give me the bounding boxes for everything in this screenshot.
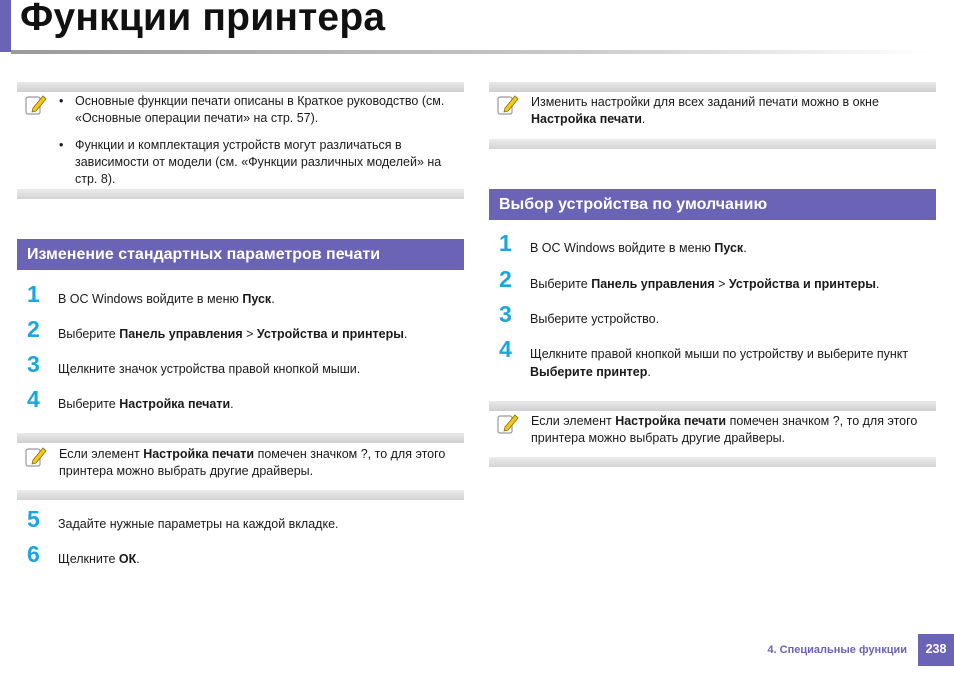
bullet-marker: • bbox=[59, 138, 64, 152]
step-text bbox=[58, 360, 463, 378]
text-run-bold: Устройства и принтеры bbox=[728, 277, 876, 291]
step-text bbox=[530, 345, 935, 381]
step-text bbox=[58, 395, 463, 413]
step-number: 3 bbox=[499, 301, 512, 327]
page-title: Функции принтера bbox=[20, 0, 386, 39]
pencil-note-icon bbox=[25, 94, 47, 116]
note-bottom-bar bbox=[17, 189, 464, 199]
page-number-badge: 238 bbox=[918, 634, 954, 666]
note-box-driver-left bbox=[17, 433, 464, 500]
step-number: 4 bbox=[27, 386, 40, 412]
text-run: Краткое руководство bbox=[297, 94, 419, 108]
text-run: (см. «Основные операции печати» на стр. 57). bbox=[75, 94, 445, 125]
step-number: 2 bbox=[27, 316, 40, 342]
note-bottom-bar bbox=[489, 139, 936, 149]
pencil-note-icon bbox=[25, 446, 47, 468]
text-run-bold: Пуск bbox=[242, 292, 272, 306]
text-run: Изменить настройки для всех заданий печати можно в окне bbox=[531, 95, 879, 109]
text-run: Задайте нужные параметры на каждой вкладке. bbox=[58, 517, 339, 531]
text-run: . bbox=[743, 241, 747, 255]
title-divider bbox=[11, 50, 931, 54]
text-run-bold: Настройка печати bbox=[531, 112, 642, 126]
step-text bbox=[530, 310, 935, 328]
text-run: > bbox=[242, 327, 257, 341]
note-text bbox=[531, 94, 931, 128]
step-text bbox=[58, 550, 463, 568]
step-text bbox=[58, 515, 463, 533]
step-number: 3 bbox=[27, 351, 40, 377]
text-run: Функции и комплектация устройств могут различаться в зависимости от модели (см. «Функции различных моделей» на стр. 8). bbox=[75, 138, 442, 186]
step-text bbox=[58, 325, 463, 343]
text-run: Щелкните bbox=[58, 552, 119, 566]
note-text bbox=[531, 413, 935, 447]
step-number: 6 bbox=[27, 541, 40, 567]
step-number: 4 bbox=[499, 336, 512, 362]
text-run: Щелкните правой кнопкой мыши по устройству и выберите пункт bbox=[530, 347, 909, 361]
note-text bbox=[59, 446, 463, 480]
text-run-bold: Настройка печати bbox=[615, 414, 727, 428]
note-box-all-jobs bbox=[489, 82, 936, 149]
text-run: . bbox=[230, 397, 234, 411]
text-run-bold: Пуск bbox=[714, 241, 744, 255]
note-bullet-item bbox=[59, 137, 462, 188]
note-top-bar bbox=[489, 401, 936, 411]
note-top-bar bbox=[489, 82, 936, 92]
text-run-bold: Устройства и принтеры bbox=[256, 327, 404, 341]
pencil-note-icon bbox=[497, 94, 519, 116]
text-run-bold: Настройка печати bbox=[143, 447, 255, 461]
note-bottom-bar bbox=[489, 457, 936, 467]
title-accent-bar bbox=[0, 0, 11, 52]
text-run: . bbox=[641, 112, 646, 126]
step-number: 1 bbox=[499, 230, 512, 256]
bullet-marker: • bbox=[59, 94, 64, 108]
step-number: 5 bbox=[27, 506, 40, 532]
note-box-basics bbox=[17, 82, 464, 199]
note-bullet-item bbox=[59, 93, 462, 127]
pencil-note-icon bbox=[497, 413, 519, 435]
text-run: . bbox=[647, 365, 651, 379]
text-run: > bbox=[714, 277, 729, 291]
text-run: Выберите bbox=[530, 277, 592, 291]
text-run: . bbox=[875, 277, 880, 291]
text-run: Выберите bbox=[58, 397, 120, 411]
text-run: В ОС Windows войдите в меню bbox=[58, 292, 243, 306]
step-text bbox=[530, 239, 935, 257]
step-number: 1 bbox=[27, 281, 40, 307]
text-run: Если элемент bbox=[531, 414, 616, 428]
step-text bbox=[58, 290, 463, 308]
step-text bbox=[530, 275, 935, 293]
text-run: . bbox=[271, 292, 275, 306]
text-run-bold: Панель управления bbox=[591, 277, 715, 291]
text-run-bold: ОК bbox=[118, 552, 137, 566]
note-bottom-bar bbox=[17, 490, 464, 500]
text-run: Основные функции печати описаны в bbox=[75, 94, 298, 108]
text-run-bold: Выберите принтер bbox=[530, 365, 648, 379]
text-run-bold: Настройка печати bbox=[119, 397, 231, 411]
section-header-default-device: Выбор устройства по умолчанию bbox=[489, 189, 936, 220]
text-run: . bbox=[136, 552, 140, 566]
text-run: . bbox=[403, 327, 408, 341]
note-top-bar bbox=[17, 433, 464, 443]
text-run: Щелкните значок устройства правой кнопкой мыши. bbox=[58, 362, 361, 376]
note-box-driver-right bbox=[489, 401, 936, 467]
step-number: 2 bbox=[499, 266, 512, 292]
text-run: В ОС Windows войдите в меню bbox=[530, 241, 715, 255]
section-header-default-settings: Изменение стандартных параметров печати bbox=[17, 239, 464, 270]
text-run: Выберите устройство. bbox=[530, 312, 660, 326]
note-top-bar bbox=[17, 82, 464, 92]
text-run: Если элемент bbox=[59, 447, 144, 461]
text-run-bold: Панель управления bbox=[119, 327, 243, 341]
text-run: помечен значком ?, то для этого принтера можно выбрать другие драйверы. bbox=[59, 447, 446, 478]
note-text bbox=[59, 93, 462, 198]
text-run: помечен значком ?, то для этого принтера можно выбрать другие драйверы. bbox=[531, 414, 918, 445]
text-run: Выберите bbox=[58, 327, 120, 341]
footer-chapter-label: 4. Специальные функции bbox=[767, 644, 907, 656]
